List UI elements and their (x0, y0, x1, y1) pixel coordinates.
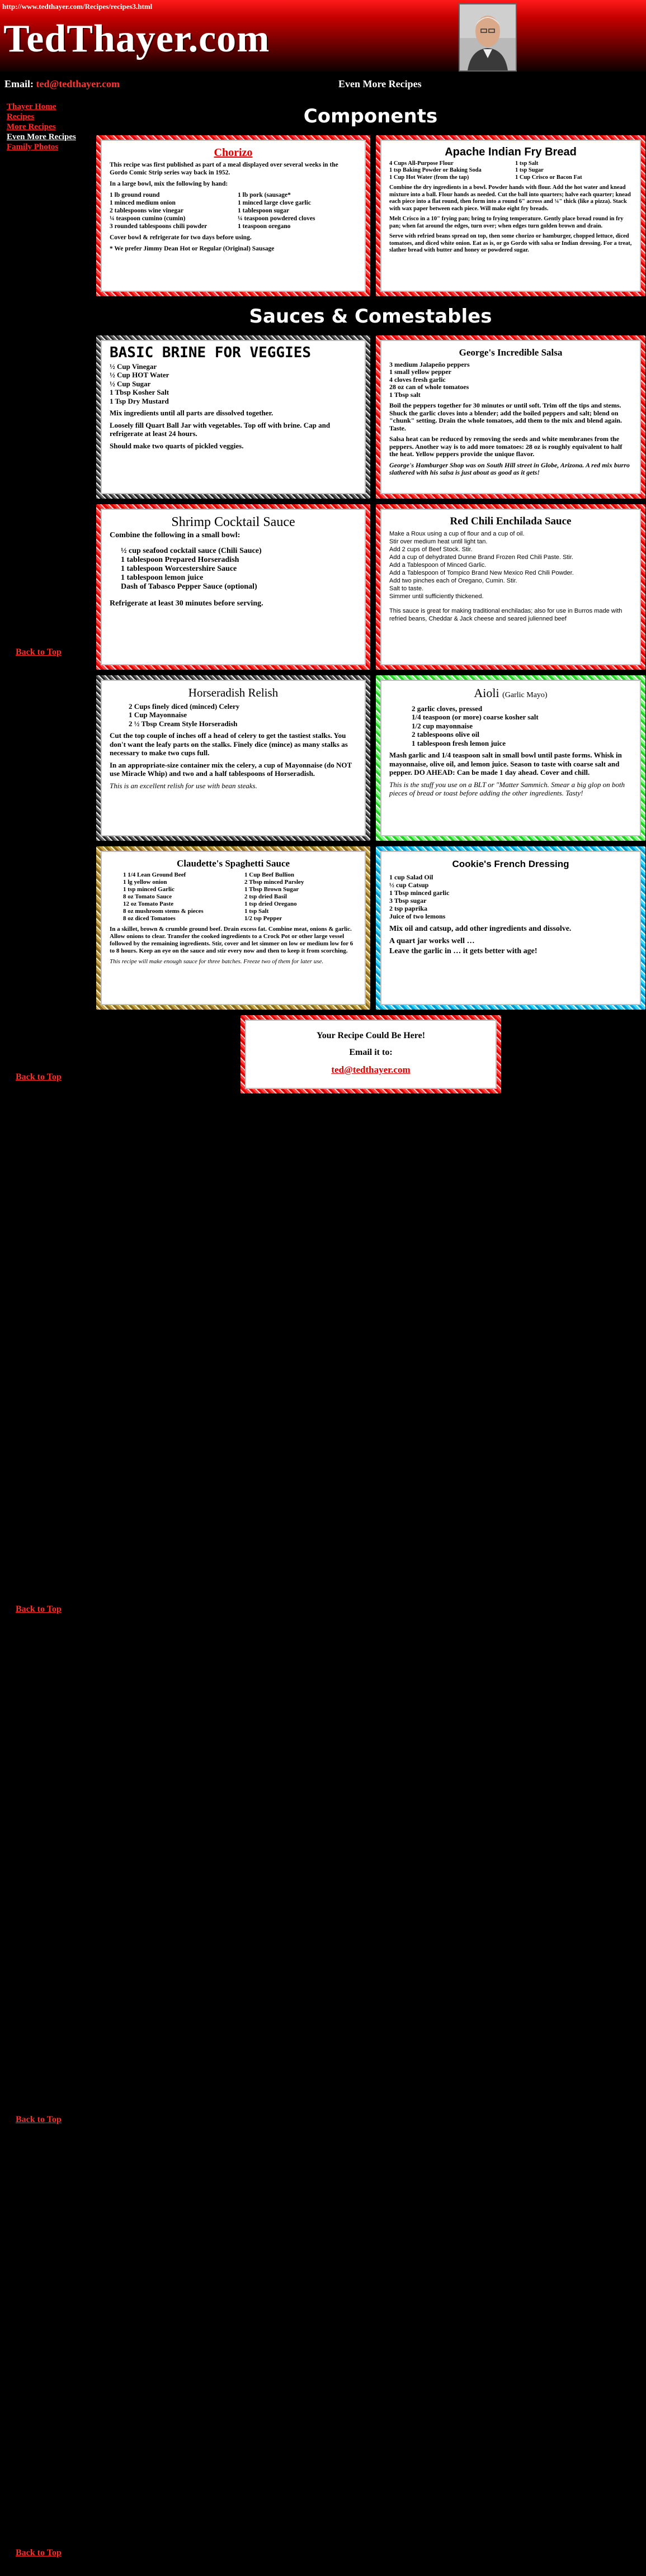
ingredient: Juice of two lemons (389, 912, 446, 920)
ingredient: 1 tsp Salt (515, 160, 539, 167)
your-recipe-headline: Your Recipe Could Be Here! (316, 1031, 426, 1040)
ingredient: 2 ½ Tbsp Cream Style Horseradish (129, 719, 238, 728)
ingredient: 1 Tbsp minced garlic (389, 889, 450, 897)
ingredient: 2 Cups finely diced (minced) Celery (129, 702, 240, 711)
ingredient: ½ Cup HOT Water (110, 371, 169, 379)
email-label: Email: (4, 78, 34, 89)
recipe-note: This sauce is great for making traditional enchiladas; also for use in Burros made with refried beans, Cheddar & Jack cheese and seared julienned beef (389, 608, 623, 622)
recipe-note: This recipe will make enough sauce for three batches. Freeze two of them for later use. (110, 958, 324, 965)
recipe-step: Add two pinches each of Oregano, Cumin. Stir. (389, 577, 517, 584)
recipe-card-enchilada (376, 504, 645, 670)
recipe-step: Mix oil and catsup, add other ingredients and dissolve. (389, 925, 572, 933)
ingredient: 4 cloves fresh garlic (389, 375, 446, 383)
recipe-step: Combine the dry ingredients in a bowl. Powder hands with flour. Add the hot water and knead mixture into a ball. Flour hands as needed. Cut the ball into quarters; halve each quarter; knead each piece into a flat round, then form into a round 6" across and ¼" thick (like a pizza). Stack with wax paper between each piece. Will make eight fry breads. (389, 184, 631, 212)
recipe-title-row (389, 686, 632, 700)
ingredient: 1 Cup Hot Water (from the tap) (389, 174, 469, 181)
recipe-title: George's Incredible Salsa (459, 347, 563, 358)
ingredient: 2 tablespoons wine vinegar (110, 207, 183, 214)
ingredient: 1 Tsp Dry Mustard (110, 396, 169, 405)
recipe-step: Add 2 cups of Beef Stock. Stir. (389, 546, 473, 553)
ingredient: 3 medium Jalapeño peppers (389, 360, 470, 368)
recipe-step: Refrigerate at least 30 minutes before serving. (110, 599, 263, 608)
ingredient: 1/2 tsp Pepper (244, 915, 282, 922)
ingredient: 8 oz diced Tomatoes (123, 915, 176, 922)
recipe-card-chorizo (96, 135, 370, 296)
ingredient: ½ cup seafood cocktail sauce (Chili Sauce) (121, 547, 262, 555)
ingredient: Dash of Tabasco Pepper Sauce (optional) (121, 583, 257, 591)
ingredient: 1 Tbsp Kosher Salt (110, 388, 169, 396)
page-url: http://www.tedthayer.com/Recipes/recipes3.html (2, 2, 153, 11)
recipe-step: In an appropriate-size container mix the celery, a cup of Mayonnaise (do NOT use Miracle Whip) and two and a half tablespoons of Horseradish. (110, 760, 352, 778)
recipe-title: Red Chili Enchilada Sauce (450, 515, 572, 527)
nav-family-photos[interactable]: Family Photos (7, 143, 59, 151)
ingredient: 1 tablespoon Worcestershire Sauce (121, 565, 237, 573)
recipe-step: Mix ingredients until all parts are dissolved together. (110, 409, 274, 417)
recipe-step: Should make two quarts of pickled veggies. (110, 441, 244, 450)
ingredient: 2 tsp dried Basil (244, 893, 287, 900)
ingredient: 1 Tbsp Brown Sugar (244, 886, 299, 893)
recipe-step: Add a Tablespoon of Tompico Brand New Mexico Red Chili Powder. (389, 570, 574, 576)
recipe-step: In a skillet, brown & crumble ground beef. Drain excess fat. Combine meat, onions & garlic. Allow onions to clear. Transfer the cooked ingredients to a Crock Pot or other large vessel followed by the remaining ingredients. Stir, cover and let simmer on low or medium low for 6 to 8 hours. Keep an eye on the sauce and stir every now and then to keep it from scorching. (110, 926, 353, 954)
your-recipe-card (241, 1015, 501, 1093)
ingredient: ½ Cup Vinegar (110, 362, 157, 371)
ingredient: 8 oz mushroom stems & pieces (123, 908, 204, 915)
recipe-step: Leave the garlic in … it gets better with age! (389, 947, 537, 955)
ingredient: 1 tsp Baking Powder or Baking Soda (389, 167, 482, 173)
recipe-step: Loosely fill Quart Ball Jar with vegetables. Top off with brine. Cap and refrigerate at least 24 hours. (110, 420, 331, 438)
ingredient: 2 Tbsp minced Parsley (244, 879, 304, 886)
ingredient: 1 lg yellow onion (123, 879, 167, 886)
ingredient: 1 tablespoon fresh lemon juice (412, 738, 506, 747)
recipe-card-aioli (376, 675, 645, 841)
recipe-note: George's Hamburger Shop was on South Hill street in Globe, Arizona. A red mix burro slathered with his salsa is just about as good as it gets! (389, 461, 630, 476)
recipe-card-horseradish (96, 675, 370, 841)
ingredient: 1/2 cup mayonnaise (412, 721, 473, 730)
ingredient: 1 Cup Crisco or Bacon Fat (515, 174, 582, 181)
ingredient: 1 cup Salad Oil (389, 873, 433, 881)
recipe-step: Salt to taste. (389, 585, 424, 592)
ingredient: 1 lb ground round (110, 192, 160, 198)
ingredient: 1 teaspoon oregano (238, 223, 291, 230)
ingredient: 3 rounded tablespoons chili powder (110, 223, 208, 230)
ingredient: 1/4 teaspoon (or more) coarse kosher salt (412, 713, 539, 721)
ingredient: 8 oz Tomato Sauce (123, 893, 172, 900)
ingredient: 1 minced large clove garlic (238, 200, 311, 206)
recipe-card-salsa (376, 335, 645, 499)
ingredient: 1 tsp minced Garlic (123, 886, 175, 893)
nav-recipes[interactable]: Recipes (7, 112, 35, 121)
nav-even-more-recipes[interactable]: Even More Recipes (7, 132, 76, 141)
recipe-step: Simmer until sufficiently thickened. (389, 593, 484, 600)
email-link[interactable]: ted@tedthayer.com (36, 78, 120, 89)
recipe-title: Claudette's Spaghetti Sauce (176, 858, 290, 869)
ingredient: 28 oz can of whole tomatoes (389, 383, 469, 391)
ingredient: ½ cup Catsup (389, 881, 429, 889)
recipe-step: Salsa heat can be reduced by removing the seeds and white membranes from the peppers. Another way is to add more tomatoes: 28 oz is roughly equivalent to half the heat. Yellow peppers provide the unique flavor. (389, 435, 623, 458)
back-to-top-link[interactable]: Back to Top (16, 2115, 62, 2124)
ingredient: 1 Cup Mayonnaise (129, 711, 187, 719)
recipe-step: Serve with refried beans spread on top, then some chorizo or hamburger, chopped lettuce, diced tomatoes, and diced white onion. Eat as is, or go Gordo with salsa or Indian dressing. For a treat, slather bread with butter and honey or powdered sugar. (389, 233, 632, 253)
recipe-card-fry-bread (376, 135, 645, 296)
site-title[interactable]: TedThayer.com (3, 17, 270, 60)
ingredient: ¼ teaspoon powdered cloves (238, 215, 315, 222)
nav-more-recipes[interactable]: More Recipes (7, 122, 56, 131)
author-portrait (459, 3, 517, 72)
recipe-title: Chorizo (214, 146, 253, 159)
side-nav (7, 102, 76, 152)
recipe-title: Cookie's French Dressing (452, 859, 569, 869)
ingredient: 4 Cups All-Purpose Flour (389, 160, 454, 167)
ingredient: 1 tsp Salt (244, 908, 269, 915)
recipe-step: Melt Crisco in a 10" frying pan; bring to frying temperature. Gently place bread round in fry pan; when fat around the edges, turn over; when edges turn golden brown and drain. (389, 216, 624, 229)
recipe-step: Cut the top couple of inches off a head of celery to get the tastiest stalks. You don't want the leafy parts on the stalks. Finely dice (mince) as many stalks as necessary to make two cups full. (110, 731, 348, 757)
back-to-top-link[interactable]: Back to Top (16, 1604, 62, 1614)
ingredient: ½ Cup Sugar (110, 379, 151, 388)
recipe-card-shrimp (96, 504, 370, 670)
recipe-subtitle: (Garlic Mayo) (502, 691, 548, 699)
recipe-note: This is an excellent relish for use with bean steaks. (110, 781, 257, 790)
recipe-note: This is the stuff you use on a BLT or "Matter Sammich. Smear a big glop on both pieces of bread or toast before adding the other ingredients. Tasty! (389, 780, 625, 797)
recipe-step: Boil the peppers together for 30 minutes or until soft. Trim off the tips and stems. Shuck the garlic cloves into a blender; add the boiled peppers and salt; blend on "chunk" setting. Drain the whole tomatoes, add them to the mix and blend again. Taste. (389, 401, 623, 432)
back-to-top-link[interactable]: Back to Top (16, 2548, 62, 2558)
ingredient: 1 tablespoon sugar (238, 207, 290, 214)
back-to-top-link[interactable]: Back to Top (16, 1072, 62, 1082)
recipe-card-french-dressing (376, 846, 645, 1010)
ingredient: 1 tablespoon lemon juice (121, 574, 204, 582)
ingredient: 12 oz Tomato Paste (123, 901, 174, 907)
recipe-title: BASIC BRINE FOR VEGGIES (110, 344, 312, 361)
recipe-step: Cover bowl & refrigerate for two days before using. (110, 234, 252, 241)
section-heading-sauces: Sauces & Comestables (249, 305, 492, 328)
email-row (4, 78, 120, 90)
ingredient: ¼ teaspoon cumino (cumin) (110, 215, 186, 222)
recipe-step: A quart jar works well … (389, 937, 475, 945)
recipe-card-spaghetti (96, 846, 370, 1010)
ingredient: 1 lb pork (sausage* (238, 192, 291, 198)
recipe-step: Mash garlic and 1/4 teaspoon salt in small bowl until paste forms. Whisk in mayonnaise, olive oil, and lemon juice. Season to taste with coarse salt and pepper. DO AHEAD: Can be made 1 day ahead. Cover and chill. (389, 751, 622, 776)
ingredient: 1 tsp Sugar (515, 167, 544, 173)
ingredient: 3 Tbsp sugar (389, 897, 427, 905)
section-heading-components: Components (303, 105, 438, 127)
ingredient: 2 tablespoons olive oil (412, 730, 479, 738)
recipe-title: Horseradish Relish (188, 686, 279, 699)
ingredient: 1 1/4 Lean Ground Beef (123, 872, 186, 878)
ingredient: 1 Tbsp salt (389, 390, 421, 399)
recipe-note: * We prefer Jimmy Dean Hot or Regular (Original) Sausage (110, 245, 275, 252)
recipe-card-brine (96, 335, 370, 499)
recipe-intro: This recipe was first published as part of a meal displayed over several weeks in the Gordo Comic Strip series way back in 1952. (110, 162, 338, 176)
ingredient: 1 Cup Beef Bullion (244, 872, 294, 878)
recipe-lead: Combine the following in a small bowl: (110, 531, 241, 539)
your-recipe-email-link[interactable]: ted@tedthayer.com (331, 1064, 411, 1075)
ingredient: 1 tablespoon Prepared Horseradish (121, 556, 239, 564)
recipe-lead: In a large bowl, mix the following by hand: (110, 181, 228, 187)
ingredient: 2 garlic cloves, pressed (412, 704, 483, 713)
page-subtitle: Even More Recipes (338, 78, 422, 89)
ingredient: 1 minced medium onion (110, 200, 176, 206)
nav-thayer-home[interactable]: Thayer Home (7, 102, 56, 111)
site-header (0, 0, 646, 72)
recipe-step: Stir over medium heat until light tan. (389, 538, 488, 545)
ingredient: 2 tsp paprika (389, 905, 428, 912)
recipe-step: Add a cup of dehydrated Dunne Brand Frozen Red Chili Paste. Stir. (389, 554, 573, 561)
ingredient: 1 small yellow pepper (389, 368, 451, 376)
recipe-title: Aioli (474, 686, 499, 700)
recipe-step: Make a Roux using a cup of flour and a cup of oil. (389, 531, 525, 537)
back-to-top-link[interactable]: Back to Top (16, 647, 62, 657)
ingredient: 1 tsp dried Oregano (244, 901, 297, 907)
your-recipe-email-label: Email it to: (349, 1048, 393, 1057)
recipe-title: Shrimp Cocktail Sauce (171, 515, 295, 529)
recipe-title: Apache Indian Fry Bread (445, 146, 577, 158)
recipe-step: Add a Tablespoon of Minced Garlic. (389, 562, 487, 569)
